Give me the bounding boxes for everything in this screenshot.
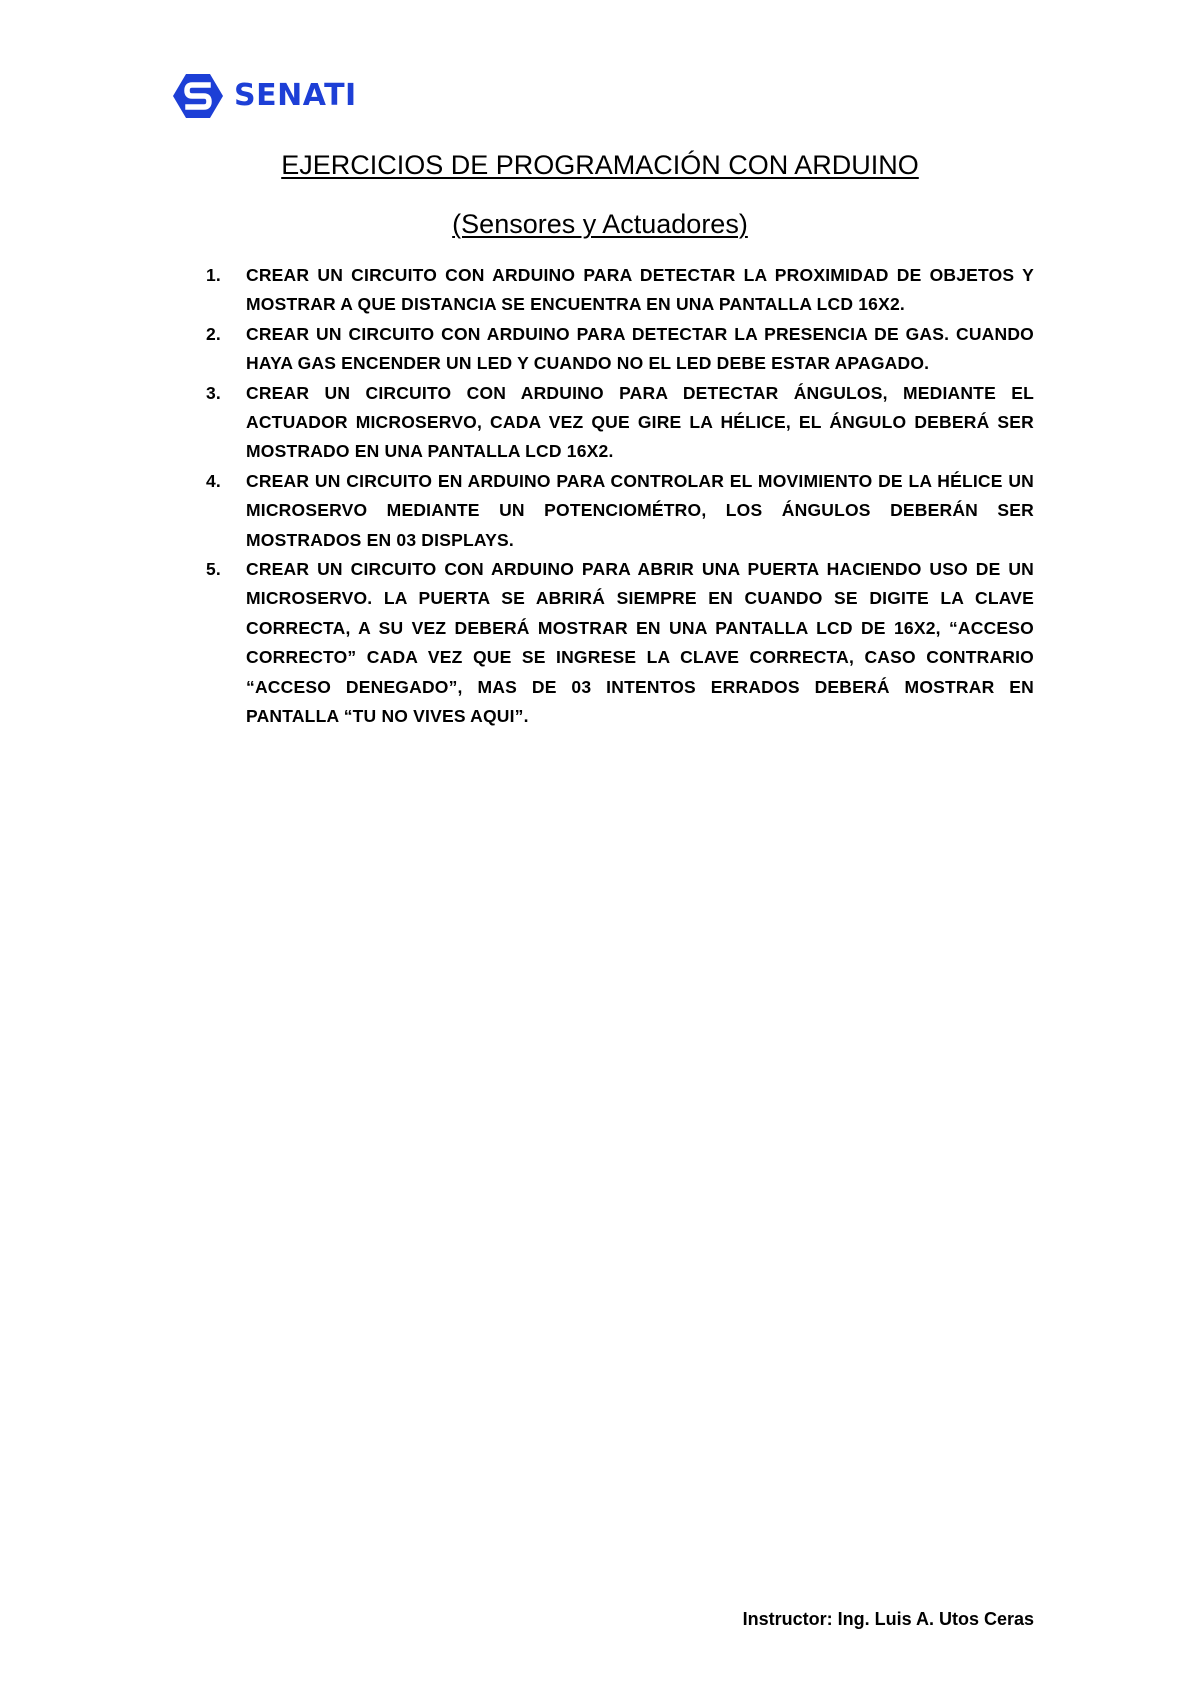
exercise-item	[206, 379, 1034, 467]
exercise-item	[206, 320, 1034, 379]
exercise-list	[206, 261, 1034, 732]
exercise-number: 3.	[206, 382, 221, 403]
senati-logo	[172, 72, 357, 120]
exercise-item	[206, 555, 1034, 731]
exercise-text: CREAR UN CIRCUITO EN ARDUINO PARA CONTROLAR EL MOVIMIENTO DE LA HÉLICE UN MICROSERVO MEDIANTE UN POTENCIOMÉTRO, LOS ÁNGULOS DEBERÁN SER MOSTRADOS EN 03 DISPLAYS.	[246, 470, 1034, 550]
exercise-text: CREAR UN CIRCUITO CON ARDUINO PARA DETECTAR ÁNGULOS, MEDIANTE EL ACTUADOR MICROSERVO, CADA VEZ QUE GIRE LA HÉLICE, EL ÁNGULO DEBERÁ SER MOSTRADO EN UNA PANTALLA LCD 16X2.	[246, 382, 1034, 462]
senati-logo-icon	[172, 72, 224, 120]
exercise-item	[206, 261, 1034, 320]
exercise-number: 1.	[206, 265, 221, 285]
instructor-footer: Instructor: Ing. Luis A. Utos Ceras	[742, 1609, 1034, 1629]
exercise-text: CREAR UN CIRCUITO CON ARDUINO PARA DETECTAR LA PROXIMIDAD DE OBJETOS Y MOSTRAR A QUE DISTANCIA SE ENCUENTRA EN UNA PANTALLA LCD 16X2.	[246, 265, 1034, 315]
exercise-text: CREAR UN CIRCUITO CON ARDUINO PARA ABRIR UNA PUERTA HACIENDO USO DE UN MICROSERVO. LA PUERTA SE ABRIRÁ SIEMPRE EN CUANDO SE DIGITE LA CLAVE CORRECTA, A SU VEZ DEBERÁ MOSTRAR EN UNA PANTALLA LCD DE 16X2, “ACCESO CORRECTO” CADA VEZ QUE SE INGRESE LA CLAVE CORRECTA, CASO CONTRARIO “ACCESO DENEGADO”, MAS DE 03 INTENTOS ERRADOS DEBERÁ MOSTRAR EN PANTALLA “TU NO VIVES AQUI”.	[246, 559, 1034, 727]
exercise-number: 5.	[206, 559, 221, 580]
document-subtitle: (Sensores y Actuadores)	[452, 209, 748, 239]
logo-text: SENATI	[234, 78, 357, 113]
exercise-text: CREAR UN CIRCUITO CON ARDUINO PARA DETECTAR LA PRESENCIA DE GAS. CUANDO HAYA GAS ENCENDER UN LED Y CUANDO NO EL LED DEBE ESTAR APAGADO.	[246, 323, 1034, 374]
exercise-item	[206, 467, 1034, 555]
exercise-number: 4.	[206, 470, 221, 491]
exercise-number: 2.	[206, 323, 221, 344]
document-title: EJERCICIOS DE PROGRAMACIÓN CON ARDUINO	[281, 150, 919, 180]
